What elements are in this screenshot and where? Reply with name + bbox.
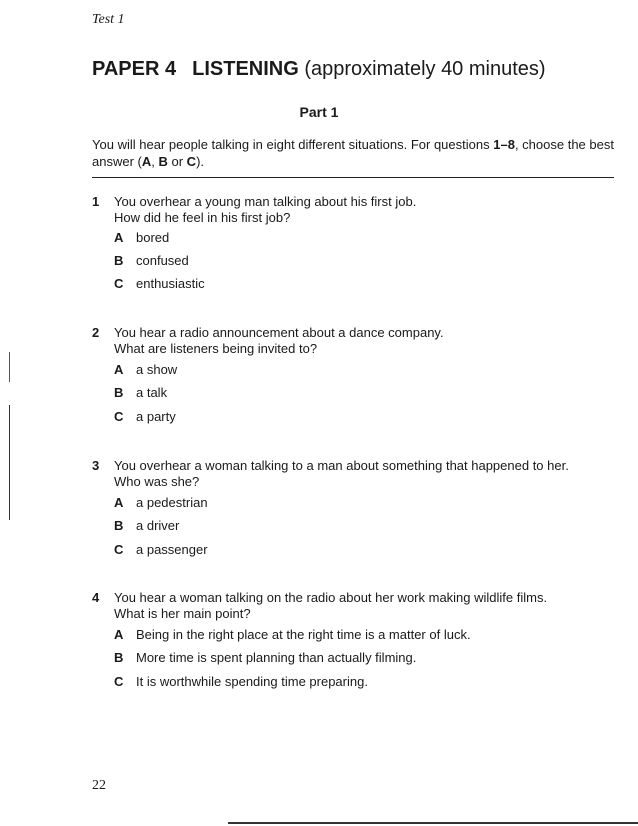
option-b[interactable] — [114, 650, 416, 665]
question-context: You overhear a young man talking about his first job. — [114, 194, 417, 209]
option-a[interactable] — [114, 627, 471, 642]
answer-letter-c: C — [186, 154, 197, 169]
option-a[interactable] — [114, 362, 177, 377]
paper-name: LISTENING — [192, 58, 299, 80]
question-number: 2 — [92, 325, 100, 340]
question-prompt: Who was she? — [114, 474, 200, 489]
option-b[interactable] — [114, 385, 167, 400]
instructions-separator: , — [151, 154, 159, 169]
option-letter: B — [114, 385, 124, 400]
option-text: a pedestrian — [136, 495, 208, 510]
question-stem — [114, 194, 416, 226]
option-text: a talk — [136, 385, 168, 400]
option-text: a passenger — [136, 542, 208, 557]
option-letter: C — [114, 409, 124, 424]
option-a[interactable] — [114, 495, 208, 510]
option-text: confused — [136, 253, 189, 268]
option-b[interactable] — [114, 518, 179, 533]
question-prompt: What is her main point? — [114, 606, 251, 621]
question-number: 3 — [92, 458, 100, 473]
option-text: It is worthwhile spending time preparing. — [136, 674, 368, 689]
instructions — [92, 136, 614, 170]
answer-letter-a: A — [141, 154, 152, 169]
question-number: 4 — [92, 590, 100, 605]
option-c[interactable] — [114, 276, 205, 291]
option-letter: C — [114, 542, 124, 557]
paper-title — [92, 58, 546, 81]
option-letter: A — [114, 362, 124, 377]
option-c[interactable] — [114, 674, 368, 689]
margin-mark — [9, 352, 10, 382]
part-heading: Part 1 — [299, 104, 339, 120]
option-letter: B — [114, 650, 124, 665]
option-letter: B — [114, 253, 124, 268]
question-range: 1–8 — [493, 137, 515, 152]
option-letter: A — [114, 230, 124, 245]
page-number: 22 — [92, 778, 106, 793]
margin-mark — [9, 405, 10, 520]
option-text: enthusiastic — [136, 276, 205, 291]
answer-letter-b: B — [158, 154, 168, 169]
question-prompt: What are listeners being invited to? — [114, 341, 318, 356]
option-letter: A — [114, 495, 124, 510]
running-head: Test 1 — [92, 12, 125, 27]
option-c[interactable] — [114, 409, 176, 424]
question-stem — [114, 325, 444, 357]
option-text: bored — [136, 230, 170, 245]
option-letter: C — [114, 674, 124, 689]
instructions-text: You will hear people talking in eight different situations. For questions — [92, 137, 494, 152]
question-context: You overhear a woman talking to a man about something that happened to her. — [114, 458, 569, 473]
question-prompt: How did he feel in his first job? — [114, 210, 291, 225]
question-context: You hear a woman talking on the radio about her work making wildlife films. — [114, 590, 548, 605]
paper-duration: (approximately 40 minutes) — [304, 58, 546, 80]
instructions-text: , choose the best answer ( — [92, 137, 614, 169]
option-text: a driver — [136, 518, 180, 533]
horizontal-rule — [92, 177, 614, 178]
paper-number: PAPER 4 — [92, 58, 177, 80]
option-a[interactable] — [114, 230, 169, 245]
question-number: 1 — [92, 194, 100, 209]
option-text: a show — [136, 362, 178, 377]
option-b[interactable] — [114, 253, 189, 268]
option-text: More time is spent planning than actually filming. — [136, 650, 417, 665]
option-c[interactable] — [114, 542, 208, 557]
question-stem — [114, 590, 547, 622]
instructions-separator: or — [167, 154, 187, 169]
question-stem — [114, 458, 569, 490]
instructions-text: ). — [196, 154, 205, 169]
question-context: You hear a radio announcement about a dance company. — [114, 325, 444, 340]
option-text: a party — [136, 409, 176, 424]
option-letter: A — [114, 627, 124, 642]
bottom-edge-line — [228, 822, 638, 824]
option-letter: C — [114, 276, 124, 291]
option-letter: B — [114, 518, 124, 533]
option-text: Being in the right place at the right time is a matter of luck. — [136, 627, 471, 642]
